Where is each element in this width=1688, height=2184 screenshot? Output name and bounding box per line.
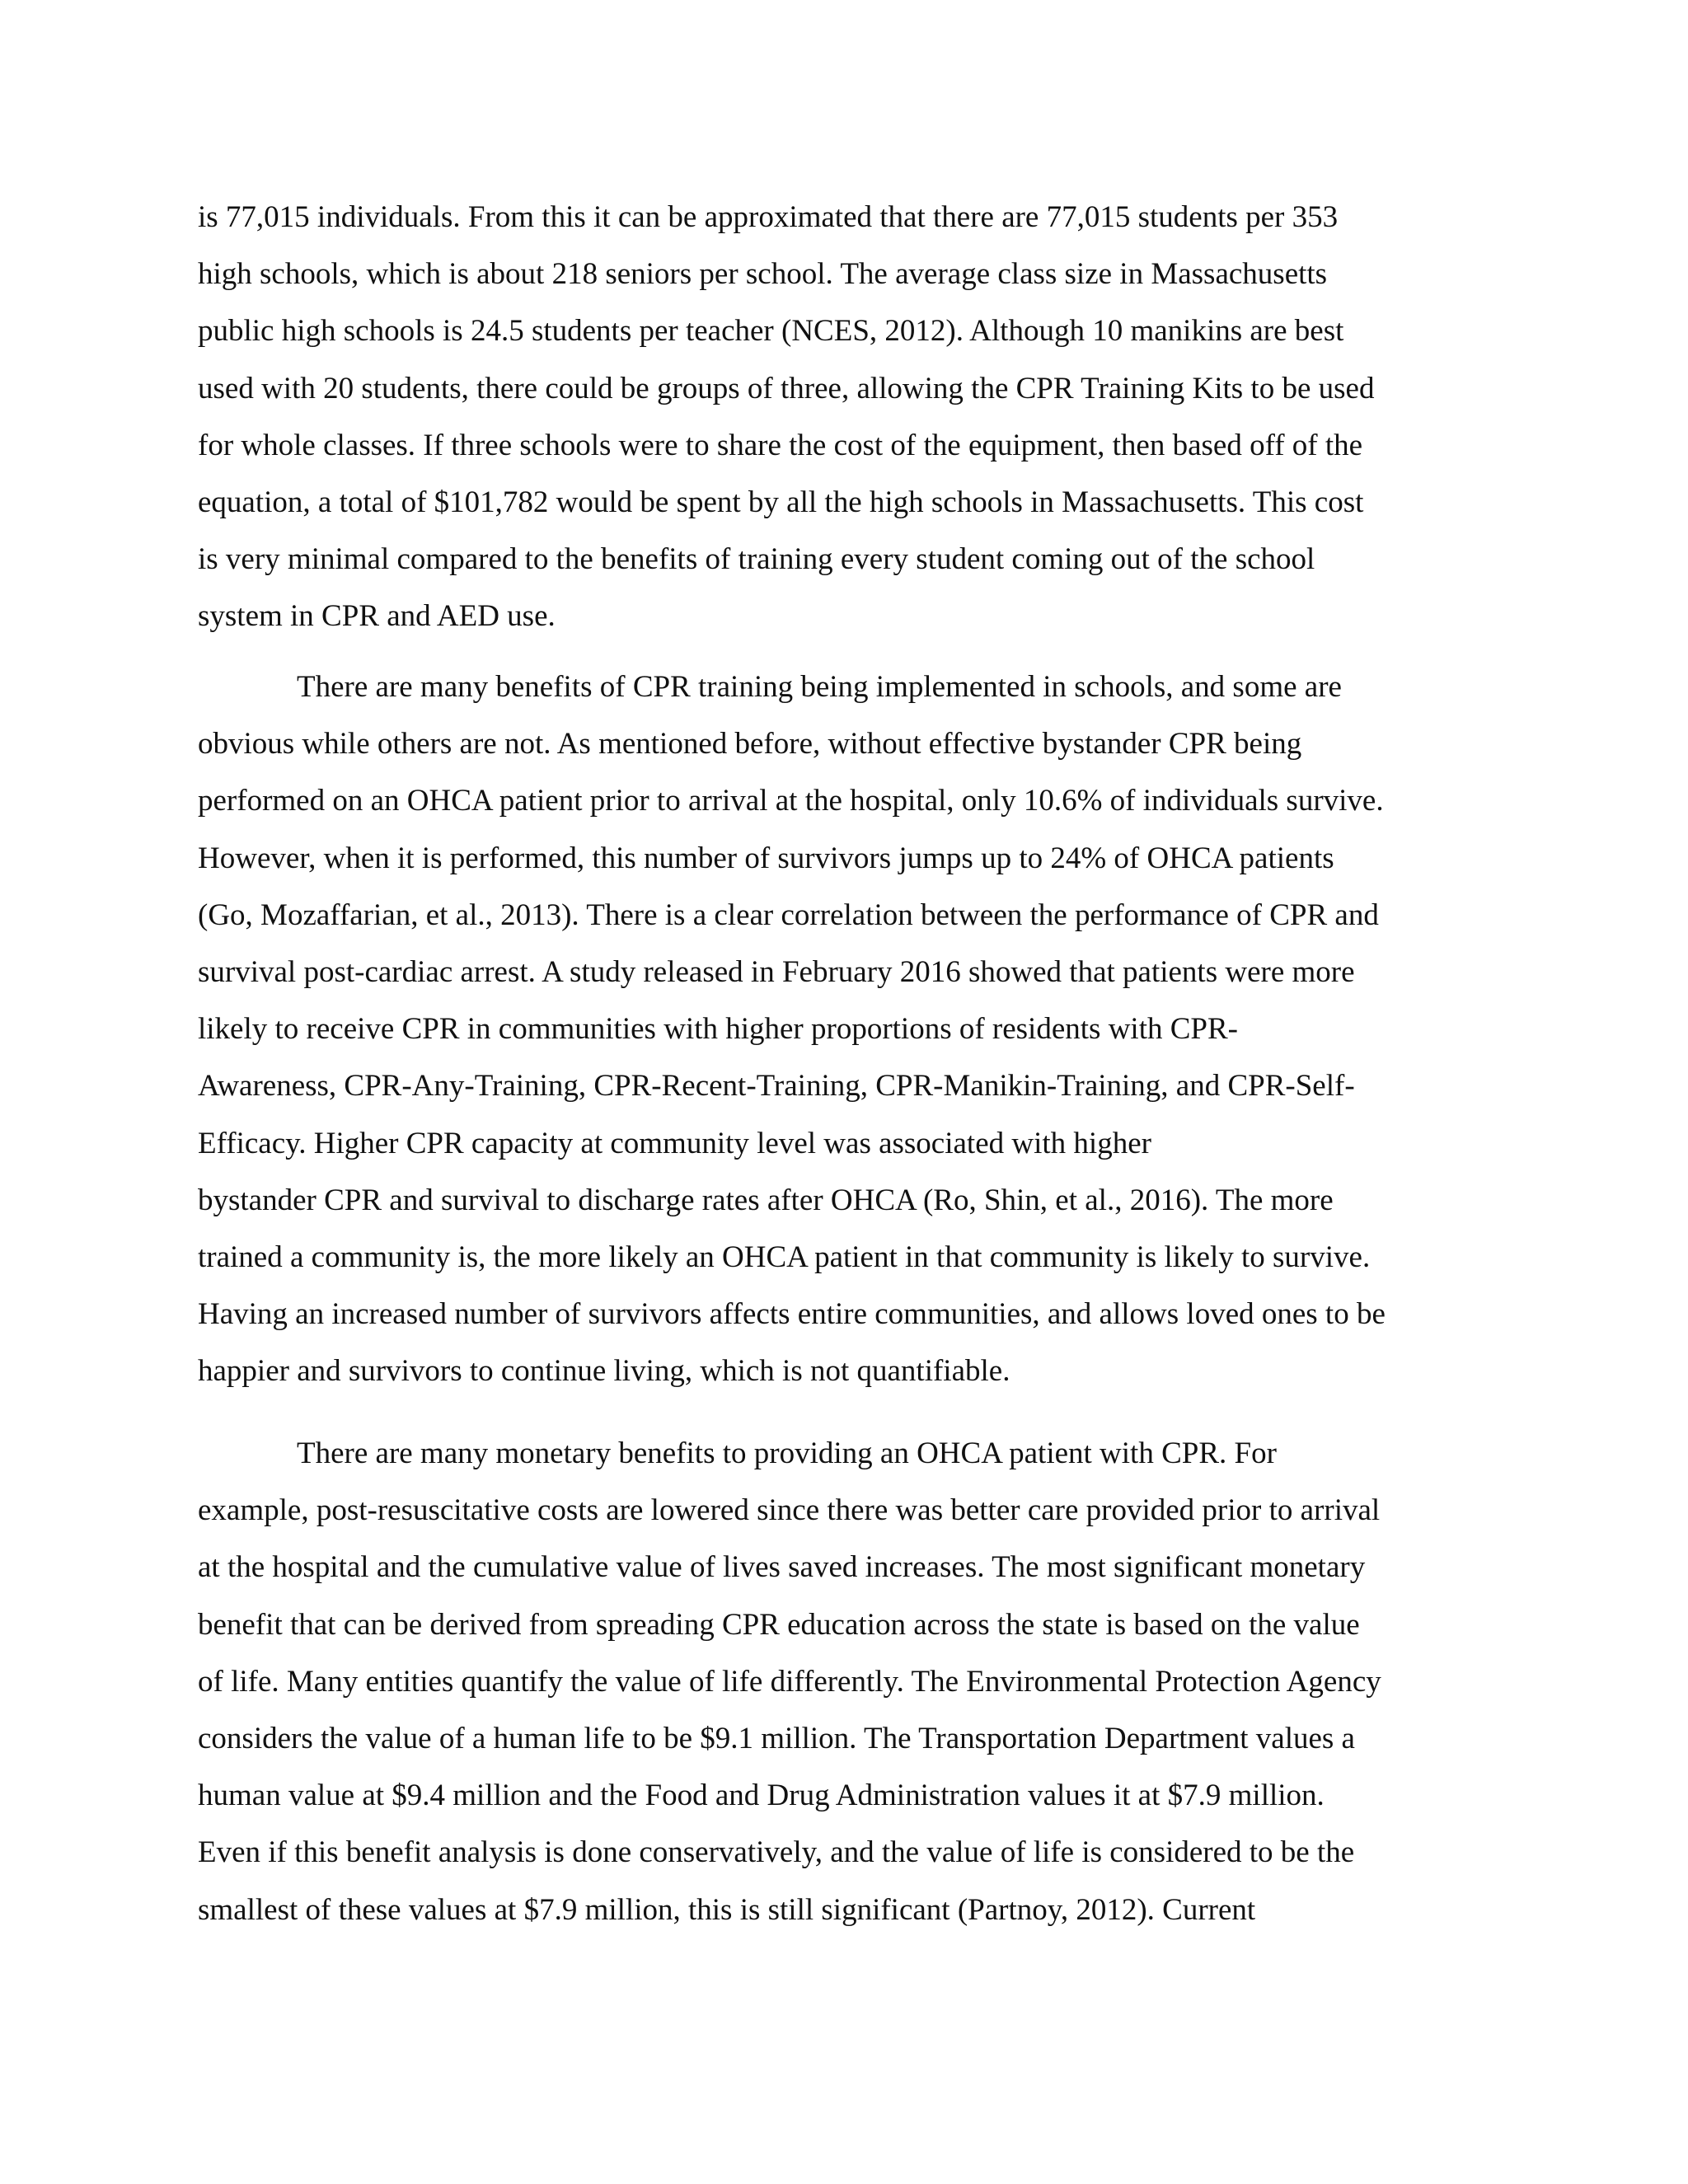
paragraph-line: There are many benefits of CPR training being implemented in schools, and some are	[297, 670, 1342, 704]
paragraph-cpr-benefits	[198, 658, 1500, 1399]
paragraph-monetary-benefits	[198, 1425, 1500, 1938]
paragraph-line: However, when it is performed, this number of survivors jumps up to 24% of OHCA patients	[198, 841, 1334, 875]
paragraph-line: likely to receive CPR in communities with higher proportions of residents with CPR-	[198, 1012, 1238, 1047]
paragraph-line: for whole classes. If three schools were to share the cost of the equipment, then based off of the	[198, 428, 1363, 462]
paragraph-line: equation, a total of $101,782 would be spent by all the high schools in Massachusetts. This cost	[198, 485, 1364, 519]
paragraph-line: considers the value of a human life to be $9.1 million. The Transportation Department values a	[198, 1721, 1355, 1755]
paragraph-line: is very minimal compared to the benefits of training every student coming out of the school	[198, 542, 1315, 577]
paragraph-line: performed on an OHCA patient prior to arrival at the hospital, only 10.6% of individuals survive.	[198, 784, 1384, 818]
paragraph-line: obvious while others are not. As mentioned before, without effective bystander CPR being	[198, 727, 1302, 762]
paragraph-line: public high schools is 24.5 students per teacher (NCES, 2012). Although 10 manikins are best	[198, 314, 1344, 349]
paragraph-line: used with 20 students, there could be groups of three, allowing the CPR Training Kits to be used	[198, 371, 1375, 405]
paragraph-line: at the hospital and the cumulative value of lives saved increases. The most significant monetary	[198, 1550, 1366, 1585]
paragraph-line: is 77,015 individuals. From this it can be approximated that there are 77,015 students per 353	[198, 200, 1339, 234]
paragraph-line: trained a community is, the more likely an OHCA patient in that community is likely to survive.	[198, 1240, 1371, 1274]
paragraph-cost-analysis	[198, 189, 1500, 645]
paragraph-line: example, post-resuscitative costs are lowered since there was better care provided prior to arrival	[198, 1493, 1381, 1528]
paragraph-line: smallest of these values at $7.9 million, this is still significant (Partnoy, 2012). Current	[198, 1892, 1256, 1927]
paragraph-line: of life. Many entities quantify the value of life differently. The Environmental Protection Agency	[198, 1664, 1381, 1699]
paragraph-line: happier and survivors to continue living, which is not quantifiable.	[198, 1354, 1010, 1389]
paragraph-line: Having an increased number of survivors affects entire communities, and allows loved ones to be	[198, 1297, 1386, 1332]
paragraph-line: bystander CPR and survival to discharge rates after OHCA (Ro, Shin, et al., 2016). The more	[198, 1183, 1334, 1217]
paragraph-line: survival post-cardiac arrest. A study released in February 2016 showed that patients were more	[198, 954, 1355, 989]
paragraph-line: benefit that can be derived from spreading CPR education across the state is based on the value	[198, 1607, 1360, 1642]
paragraph-line: (Go, Mozaffarian, et al., 2013). There is a clear correlation between the performance of CPR and	[198, 898, 1379, 932]
paragraph-line: high schools, which is about 218 seniors per school. The average class size in Massachusetts	[198, 257, 1328, 292]
paragraph-line: There are many monetary benefits to providing an OHCA patient with CPR. For	[297, 1436, 1277, 1470]
paragraph-line: human value at $9.4 million and the Food and Drug Administration values it at $7.9 million.	[198, 1779, 1325, 1813]
paragraph-line: Even if this benefit analysis is done conservatively, and the value of life is considered to be the	[198, 1835, 1355, 1870]
paragraph-line: Awareness, CPR-Any-Training, CPR-Recent-Training, CPR-Manikin-Training, and CPR-Self-	[198, 1069, 1355, 1104]
paragraph-line: system in CPR and AED use.	[198, 599, 556, 634]
paragraph-line: Efficacy. Higher CPR capacity at community level was associated with higher	[198, 1126, 1151, 1160]
